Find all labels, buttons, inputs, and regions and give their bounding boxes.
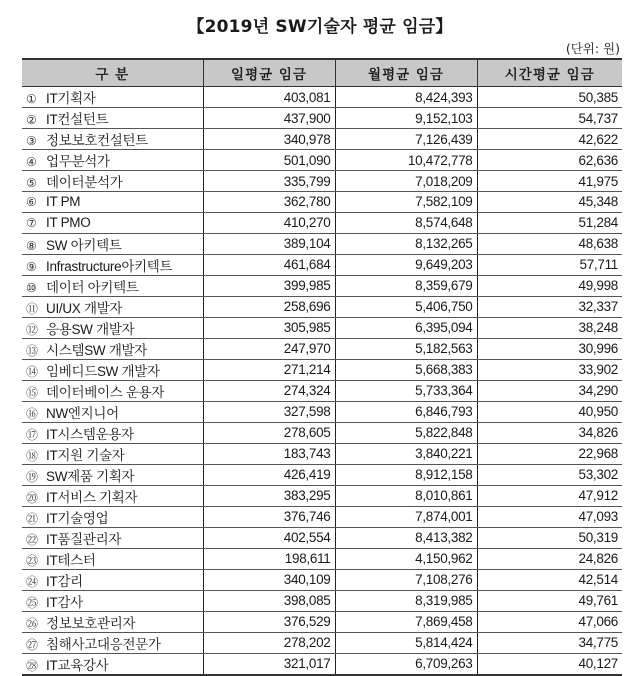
monthly-wage-cell: 5,733,364 xyxy=(335,380,477,401)
table-row xyxy=(22,443,622,464)
row-index: ⑳ xyxy=(26,490,38,505)
job-title-cell xyxy=(22,233,203,254)
daily-wage-cell: 278,605 xyxy=(203,422,335,443)
table-row xyxy=(22,506,622,527)
hourly-wage-cell: 51,284 xyxy=(477,212,622,233)
daily-wage-cell: 340,978 xyxy=(203,129,335,150)
job-title-cell xyxy=(22,359,203,380)
daily-wage-cell: 383,295 xyxy=(203,485,335,506)
hourly-wage-cell: 49,998 xyxy=(477,275,622,296)
job-title-cell xyxy=(22,611,203,632)
hourly-wage-cell: 24,826 xyxy=(477,548,622,569)
hourly-wage-cell: 45,348 xyxy=(477,192,622,213)
row-index: ⑪ xyxy=(26,301,38,316)
hourly-wage-cell: 34,290 xyxy=(477,380,622,401)
row-index: ⑫ xyxy=(26,322,38,337)
table-row xyxy=(22,129,622,150)
monthly-wage-cell: 5,182,563 xyxy=(335,338,477,359)
daily-wage-cell: 461,684 xyxy=(203,254,335,275)
job-title-cell xyxy=(22,108,203,129)
monthly-wage-cell: 8,359,679 xyxy=(335,275,477,296)
table-row xyxy=(22,150,622,171)
row-index: ② xyxy=(26,113,37,127)
job-title: IT테스터 xyxy=(46,552,96,568)
table-row xyxy=(22,548,622,569)
hourly-wage-cell: 33,902 xyxy=(477,359,622,380)
daily-wage-cell: 398,085 xyxy=(203,590,335,611)
table-row xyxy=(22,485,622,506)
monthly-wage-cell: 10,472,778 xyxy=(335,150,477,171)
monthly-wage-cell: 5,822,848 xyxy=(335,422,477,443)
monthly-wage-cell: 7,126,439 xyxy=(335,129,477,150)
job-title: IT기술영업 xyxy=(46,510,109,526)
job-title-cell xyxy=(22,632,203,653)
hourly-wage-cell: 62,636 xyxy=(477,150,622,171)
table-row xyxy=(22,254,622,275)
hourly-wage-cell: 48,638 xyxy=(477,233,622,254)
monthly-wage-cell: 9,649,203 xyxy=(335,254,477,275)
row-index: ⑨ xyxy=(26,259,37,274)
table-row xyxy=(22,632,622,653)
row-index: ⑧ xyxy=(26,238,37,253)
job-title-cell xyxy=(22,275,203,296)
row-index: ㉓ xyxy=(26,553,38,568)
job-title: IT PM xyxy=(46,194,81,210)
table-row xyxy=(22,380,622,401)
table-row xyxy=(22,275,622,296)
daily-wage-cell: 271,214 xyxy=(203,359,335,380)
job-title-cell xyxy=(22,569,203,590)
job-title: 시스템SW 개발자 xyxy=(46,342,148,358)
daily-wage-cell: 389,104 xyxy=(203,233,335,254)
job-title-cell xyxy=(22,317,203,338)
daily-wage-cell: 402,554 xyxy=(203,527,335,548)
daily-wage-cell: 274,324 xyxy=(203,380,335,401)
job-title-cell xyxy=(22,380,203,401)
monthly-wage-cell: 5,814,424 xyxy=(335,632,477,653)
footnote-cutoff xyxy=(22,653,322,661)
hourly-wage-cell: 38,248 xyxy=(477,317,622,338)
header-hourly-wage: 시간평균 임금 xyxy=(477,59,622,87)
job-title-cell xyxy=(22,129,203,150)
job-title: IT감사 xyxy=(46,594,83,610)
daily-wage-cell: 362,780 xyxy=(203,192,335,213)
job-title-cell xyxy=(22,401,203,422)
document-title: 【2019년 SW기술자 평균 임금】 xyxy=(187,17,453,37)
monthly-wage-cell: 7,108,276 xyxy=(335,569,477,590)
row-index: ⑱ xyxy=(26,448,38,463)
header-monthly-wage: 월평균 임금 xyxy=(335,59,477,87)
row-index: ㉒ xyxy=(26,532,38,547)
table-row xyxy=(22,317,622,338)
hourly-wage-cell: 42,514 xyxy=(477,569,622,590)
monthly-wage-cell: 8,912,158 xyxy=(335,464,477,485)
monthly-wage-cell: 6,846,793 xyxy=(335,401,477,422)
job-title: 임베디드SW 개발자 xyxy=(46,363,160,379)
header-daily-wage: 일평균 임금 xyxy=(203,59,335,87)
job-title-cell xyxy=(22,87,203,108)
hourly-wage-cell: 50,319 xyxy=(477,527,622,548)
table-row xyxy=(22,108,622,129)
job-title-cell xyxy=(22,590,203,611)
job-title: 업무분석가 xyxy=(46,154,110,169)
job-title-cell xyxy=(22,192,203,213)
row-index: ㉕ xyxy=(26,595,38,610)
monthly-wage-cell: 6,709,263 xyxy=(335,653,477,675)
row-index: ⑭ xyxy=(26,364,38,379)
table-row xyxy=(22,192,622,213)
table-row xyxy=(22,359,622,380)
job-title: IT지원 기술자 xyxy=(46,447,125,463)
unit-label: (단위: 원) xyxy=(565,41,620,56)
hourly-wage-cell: 57,711 xyxy=(477,254,622,275)
daily-wage-cell: 198,611 xyxy=(203,548,335,569)
monthly-wage-cell: 8,424,393 xyxy=(335,87,477,108)
row-index: ⑤ xyxy=(26,176,37,190)
hourly-wage-cell: 40,127 xyxy=(477,653,622,675)
job-title-cell xyxy=(22,527,203,548)
table-row xyxy=(22,527,622,548)
monthly-wage-cell: 6,395,094 xyxy=(335,317,477,338)
daily-wage-cell: 376,746 xyxy=(203,506,335,527)
monthly-wage-cell: 8,574,648 xyxy=(335,212,477,233)
hourly-wage-cell: 47,912 xyxy=(477,485,622,506)
table-row xyxy=(22,401,622,422)
job-title-cell xyxy=(22,296,203,317)
table-row xyxy=(22,296,622,317)
daily-wage-cell: 258,696 xyxy=(203,296,335,317)
row-index: ⑲ xyxy=(26,469,38,484)
job-title: 데이터 아키텍트 xyxy=(46,279,139,295)
monthly-wage-cell: 7,874,001 xyxy=(335,506,477,527)
row-index: ⑦ xyxy=(26,216,37,231)
row-index: ⑮ xyxy=(26,385,38,400)
monthly-wage-cell: 8,319,985 xyxy=(335,590,477,611)
job-title: 데이터베이스 운용자 xyxy=(46,384,165,400)
job-title: 데이터분석가 xyxy=(46,175,123,190)
row-index: ㉖ xyxy=(26,616,38,631)
hourly-wage-cell: 53,302 xyxy=(477,464,622,485)
job-title-cell xyxy=(22,548,203,569)
hourly-wage-cell: 41,975 xyxy=(477,171,622,192)
row-index: ③ xyxy=(26,134,37,148)
job-title: 응용SW 개발자 xyxy=(46,321,135,337)
job-title: IT교육강사 xyxy=(46,657,109,673)
job-title: Infrastructure아키텍트 xyxy=(46,258,173,274)
monthly-wage-cell: 5,406,750 xyxy=(335,296,477,317)
job-title-cell xyxy=(22,464,203,485)
daily-wage-cell: 403,081 xyxy=(203,87,335,108)
hourly-wage-cell: 42,622 xyxy=(477,129,622,150)
row-index: ㉑ xyxy=(26,511,38,526)
daily-wage-cell: 335,799 xyxy=(203,171,335,192)
monthly-wage-cell: 8,413,382 xyxy=(335,527,477,548)
job-title-cell xyxy=(22,443,203,464)
row-index: ① xyxy=(26,92,37,106)
table-row xyxy=(22,611,622,632)
wage-table xyxy=(22,58,622,676)
row-index: ⑩ xyxy=(26,280,37,295)
row-index: ㉔ xyxy=(26,574,38,589)
job-title: IT기획자 xyxy=(46,91,96,106)
table-row xyxy=(22,338,622,359)
job-title: NW엔지니어 xyxy=(46,405,119,421)
monthly-wage-cell: 8,132,265 xyxy=(335,233,477,254)
job-title: SW제품 기획자 xyxy=(46,468,135,484)
hourly-wage-cell: 54,737 xyxy=(477,108,622,129)
daily-wage-cell: 501,090 xyxy=(203,150,335,171)
job-title: IT품질관리자 xyxy=(46,531,122,547)
job-title-cell xyxy=(22,212,203,233)
daily-wage-cell: 437,900 xyxy=(203,108,335,129)
row-index: ㉗ xyxy=(26,637,38,652)
header-category: 구 분 xyxy=(22,59,203,87)
daily-wage-cell: 410,270 xyxy=(203,212,335,233)
job-title-cell xyxy=(22,254,203,275)
hourly-wage-cell: 22,968 xyxy=(477,443,622,464)
hourly-wage-cell: 50,385 xyxy=(477,87,622,108)
monthly-wage-cell: 7,869,458 xyxy=(335,611,477,632)
table-row xyxy=(22,87,622,108)
job-title-cell xyxy=(22,485,203,506)
daily-wage-cell: 340,109 xyxy=(203,569,335,590)
job-title-cell xyxy=(22,422,203,443)
job-title: IT PMO xyxy=(46,215,91,231)
monthly-wage-cell: 7,018,209 xyxy=(335,171,477,192)
hourly-wage-cell: 47,066 xyxy=(477,611,622,632)
job-title-cell xyxy=(22,506,203,527)
hourly-wage-cell: 34,775 xyxy=(477,632,622,653)
hourly-wage-cell: 47,093 xyxy=(477,506,622,527)
monthly-wage-cell: 4,150,962 xyxy=(335,548,477,569)
job-title: IT시스템운용자 xyxy=(46,426,134,442)
daily-wage-cell: 327,598 xyxy=(203,401,335,422)
daily-wage-cell: 278,202 xyxy=(203,632,335,653)
row-index: ⑥ xyxy=(26,195,37,210)
hourly-wage-cell: 40,950 xyxy=(477,401,622,422)
daily-wage-cell: 305,985 xyxy=(203,317,335,338)
table-row xyxy=(22,233,622,254)
monthly-wage-cell: 9,152,103 xyxy=(335,108,477,129)
hourly-wage-cell: 49,761 xyxy=(477,590,622,611)
job-title-cell xyxy=(22,171,203,192)
row-index: ㉘ xyxy=(26,658,38,673)
job-title: SW 아키텍트 xyxy=(46,237,122,253)
hourly-wage-cell: 34,826 xyxy=(477,422,622,443)
job-title: UI/UX 개발자 xyxy=(46,300,123,316)
row-index: ⑰ xyxy=(26,427,38,442)
job-title: 정보보호관리자 xyxy=(46,615,136,631)
table-row xyxy=(22,422,622,443)
job-title: IT컨설턴트 xyxy=(46,112,109,127)
row-index: ⑬ xyxy=(26,343,38,358)
monthly-wage-cell: 3,840,221 xyxy=(335,443,477,464)
table-header-row xyxy=(22,59,622,87)
job-title: IT감리 xyxy=(46,573,83,589)
job-title: IT서비스 기획자 xyxy=(46,489,138,505)
table-row xyxy=(22,212,622,233)
job-title-cell xyxy=(22,150,203,171)
daily-wage-cell: 376,529 xyxy=(203,611,335,632)
job-title: 침해사고대응전문가 xyxy=(46,636,161,652)
hourly-wage-cell: 30,996 xyxy=(477,338,622,359)
table-row xyxy=(22,464,622,485)
daily-wage-cell: 321,017 xyxy=(203,653,335,675)
table-row xyxy=(22,171,622,192)
hourly-wage-cell: 32,337 xyxy=(477,296,622,317)
daily-wage-cell: 426,419 xyxy=(203,464,335,485)
monthly-wage-cell: 5,668,383 xyxy=(335,359,477,380)
daily-wage-cell: 247,970 xyxy=(203,338,335,359)
monthly-wage-cell: 7,582,109 xyxy=(335,192,477,213)
row-index: ⑯ xyxy=(26,406,38,421)
daily-wage-cell: 399,985 xyxy=(203,275,335,296)
daily-wage-cell: 183,743 xyxy=(203,443,335,464)
table-row xyxy=(22,569,622,590)
row-index: ④ xyxy=(26,155,37,169)
job-title-cell xyxy=(22,338,203,359)
table-body xyxy=(22,87,622,675)
table-row xyxy=(22,590,622,611)
job-title: 정보보호컨설턴트 xyxy=(46,133,148,148)
monthly-wage-cell: 8,010,861 xyxy=(335,485,477,506)
